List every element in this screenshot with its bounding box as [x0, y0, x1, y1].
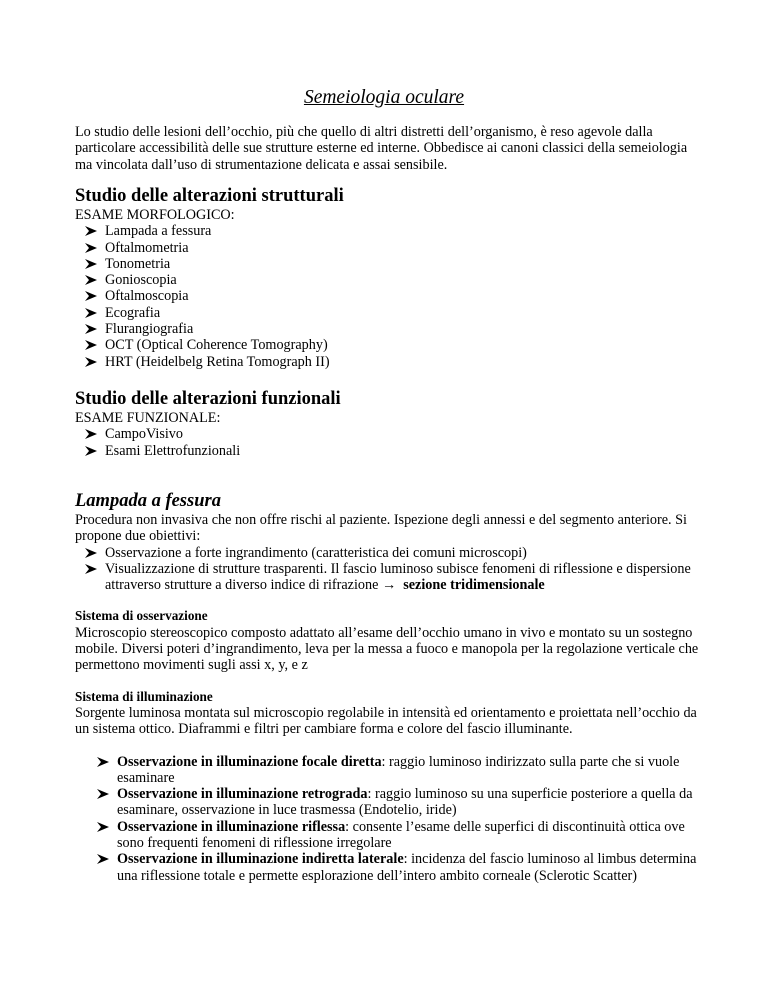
arrow-bullet-icon — [85, 226, 97, 236]
arrow-bullet-icon — [85, 564, 97, 574]
list-item: Osservazione in illuminazione retrograda: raggio luminoso su una superficie posteriore a quella da esaminare, osservazione in luce trasmessa (Endotelio, iride) — [87, 786, 700, 819]
section-heading-functional: Studio delle alterazioni funzionali — [75, 389, 341, 409]
section-heading-structural: Studio delle alterazioni strutturali — [75, 186, 344, 206]
list-item: Osservazione in illuminazione indiretta laterale: incidenza del fascio luminoso al limbus determina una riflessione totale e permette esplorazione dell’intero ambito corneale (Sclerotic Scatter) — [87, 851, 700, 884]
illumination-modes-list — [87, 754, 700, 884]
section-functional — [75, 388, 700, 459]
arrow-bullet-icon — [85, 446, 97, 456]
list-item: Osservazione in illuminazione riflessa: consente l’esame delle superfici di discontinuità ottica ove sono frequenti fenomeni di riflessione irregolare — [87, 819, 700, 852]
intro-text: Lo studio delle lesioni dell’occhio, più che quello di altri distretti dell’organismo, è reso agevole dalla particolare accessibilità delle sue strutture esterne ed interne. Obbedisce ai canoni classici della semeiologia ma vincolata dall’uso di strumentazione delicata e assai sensibile. — [75, 124, 688, 173]
observation-system-text: Microscopio stereoscopico composto adattato all’esame dell’occhio umano in vivo e montato su un sostegno mobile. Diversi poteri d’ingrandimento, leva per la messa a fuoco e manopola per la regolazione verticale che permettono movimenti sugli assi x, y, e z — [75, 624, 699, 674]
slit-lamp-intro: Procedura non invasiva che non offre rischi al paziente. Ispezione degli annessi e del segmento anteriore. Si propone due obiettivi: — [75, 512, 687, 545]
arrow-bullet-icon — [97, 757, 109, 767]
morphological-list — [75, 223, 700, 370]
list-item: Ecografia — [75, 305, 700, 321]
list-item: Tonometria — [75, 256, 700, 272]
section-structural — [75, 185, 700, 370]
list-item: Oftalmometria — [75, 240, 700, 256]
arrow-bullet-icon — [97, 789, 109, 799]
arrow-bullet-icon — [85, 357, 97, 367]
arrow-bullet-icon — [85, 243, 97, 253]
section-slit-lamp — [75, 490, 700, 884]
functional-list — [75, 426, 700, 459]
illumination-system-text: Sorgente luminosa montata sul microscopio regolabile in intensità ed orientamento e proiettata nell’occhio da un sistema ottico. Diaframmi e filtri per cambiare forma e colore del fascio illuminante. — [75, 704, 697, 738]
arrow-bullet-icon — [97, 854, 109, 864]
arrow-bullet-icon — [85, 548, 97, 558]
list-item: Osservazione a forte ingrandimento (caratteristica dei comuni microscopi) — [75, 545, 700, 561]
list-item: Lampada a fessura — [75, 223, 700, 239]
page-title: Semeiologia oculare — [303, 87, 465, 108]
illumination-system-title: Sistema di illuminazione — [75, 688, 213, 704]
arrow-bullet-icon — [85, 308, 97, 318]
list-item: Visualizzazione di strutture trasparenti. Il fascio luminoso subisce fenomeni di riflessione e dispersione attraverso strutture a diverso indice di rifrazione → sezione tridimensionale — [75, 561, 700, 594]
exam-label-morphological: ESAME MORFOLOGICO: — [75, 207, 235, 223]
list-item: Osservazione in illuminazione focale diretta: raggio luminoso indirizzato sulla parte che si vuole esaminare — [87, 754, 700, 787]
section-heading-slit-lamp: Lampada a fessura — [75, 491, 221, 511]
list-item: OCT (Optical Coherence Tomography) — [75, 337, 700, 353]
arrow-bullet-icon — [85, 340, 97, 350]
list-item: HRT (Heidelbelg Retina Tomograph II) — [75, 354, 700, 370]
bold-term: sezione tridimensionale — [403, 577, 545, 594]
observation-system-title: Sistema di osservazione — [75, 608, 208, 624]
list-item: Gonioscopia — [75, 272, 700, 288]
list-item: CampoVisivo — [75, 426, 700, 442]
arrow-bullet-icon — [85, 291, 97, 301]
arrow-bullet-icon — [85, 324, 97, 334]
arrow-bullet-icon — [97, 822, 109, 832]
list-item: Flurangiografia — [75, 321, 700, 337]
arrow-bullet-icon — [85, 275, 97, 285]
arrow-bullet-icon — [85, 259, 97, 269]
list-item: Oftalmoscopia — [75, 288, 700, 304]
objectives-list — [75, 545, 700, 594]
arrow-bullet-icon — [85, 429, 97, 439]
list-item: Esami Elettrofunzionali — [75, 443, 700, 459]
exam-label-functional: ESAME FUNZIONALE: — [75, 410, 221, 426]
intro-paragraph — [75, 124, 700, 173]
